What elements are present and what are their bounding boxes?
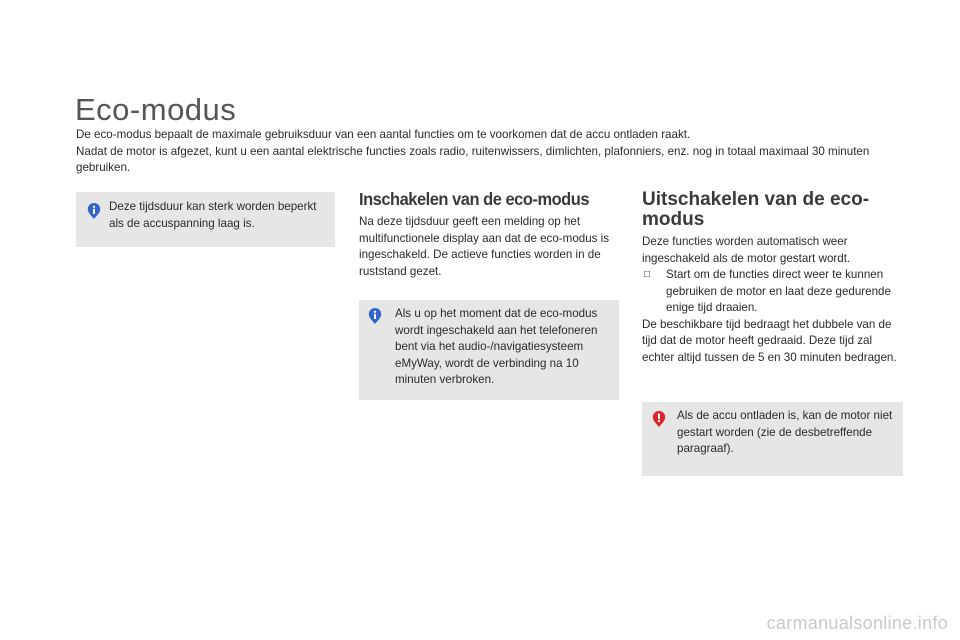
section-heading-disable: Uitschakelen van de eco-modus — [642, 189, 870, 230]
paragraph: Na deze tijdsduur geeft een melding op het multifunctionele display aan dat de eco-modus is ingeschakeld. De actieve functies worden in de ruststand gezet. — [359, 215, 610, 278]
checkbox-bullet-icon: □ — [644, 269, 651, 280]
paragraph: Deze functies worden automatisch weer ingeschakeld als de motor gestart wordt. — [642, 235, 851, 265]
warning-icon — [650, 410, 668, 428]
intro-paragraph: Nadat de motor is afgezet, kunt u een aantal elektrische functies zoals radio, ruitenwissers, dimlichten, plafonniers, enz. nog in totaal maximaal 30 minuten gebruiken. — [76, 144, 870, 174]
info-note — [359, 300, 619, 400]
page-title: Eco-modus — [75, 92, 237, 127]
intro-paragraph: De eco-modus bepaalt de maximale gebruiksduur van een aantal functies om te voorkomen dat de accu ontladen raakt. — [76, 128, 691, 141]
info-icon — [85, 202, 103, 220]
info-icon — [366, 307, 384, 325]
warning-note — [642, 402, 903, 476]
watermark: carmanualsonline.info — [766, 613, 948, 633]
section-body-disable — [642, 234, 904, 366]
section-body-enable — [359, 214, 621, 280]
info-note — [76, 192, 335, 247]
warning-note-text: Als de accu ontladen is, kan de motor niet gestart worden (zie de desbetreffende paragraaf). — [677, 409, 893, 455]
bullet-text: Start om de functies direct weer te kunnen gebruiken de motor en laat deze gedurende enige tijd draaien. — [666, 268, 891, 314]
info-note-text: Als u op het moment dat de eco-modus wordt ingeschakeld aan het telefoneren bent via het audio-/navigatiesysteem eMyWay, wordt de verbinding na 10 minuten verbroken. — [395, 307, 598, 386]
bullet-item — [642, 267, 904, 317]
section-heading-enable: Inschakelen van de eco-modus — [359, 189, 590, 209]
intro-text — [76, 127, 916, 177]
info-note-text: Deze tijdsduur kan sterk worden beperkt als de accuspanning laag is. — [109, 200, 317, 230]
paragraph: De beschikbare tijd bedraagt het dubbele van de tijd dat de motor heeft gedraaid. Deze tijd zal echter altijd tussen de 5 en 30 minuten bedragen. — [642, 317, 897, 364]
